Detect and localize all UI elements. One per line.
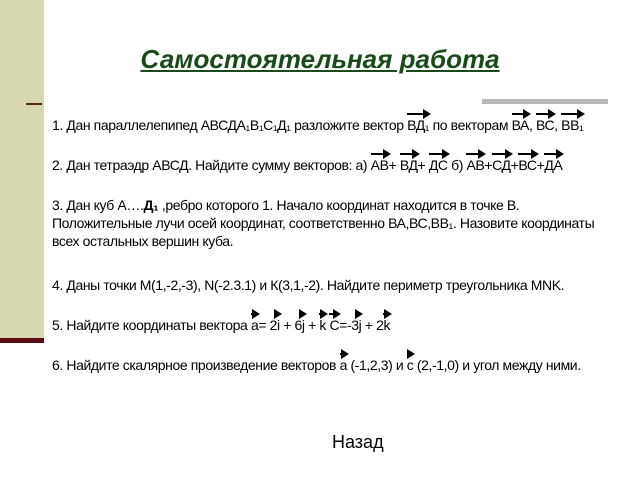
unit-vector-i: i [276, 317, 280, 333]
task-3-line-2: Положительные лучи осей координат, соответственно ВА,ВС,ВВ₁. Назовите координаты [52, 215, 595, 231]
title-rule-right [482, 99, 608, 104]
vector-bd: ВД [399, 157, 418, 173]
task-3-line-1: 3. Дан куб А….Д₁ ,ребро которого 1. Начало координат находится в точке В. [52, 197, 520, 213]
vector-a-2: а [339, 357, 347, 373]
vector-dc: ДС [428, 157, 448, 173]
task-6: 6. Найдите скалярное произведение векторов а (-1,2,3) и с (2,-1,0) и угол между ними. [52, 357, 581, 373]
vector-c-2: с [406, 357, 414, 373]
back-button[interactable]: Назад [332, 432, 384, 452]
unit-vector-j: j [301, 317, 305, 333]
unit-vector-k-2: k [383, 317, 391, 333]
task-2: 2. Дан тетраэдр АВСД. Найдите сумму векторов: а) АВ+ ВД+ ДС б) АВ+СД+ВС+ДА [52, 157, 563, 173]
vector-bc: ВС [535, 117, 555, 133]
vector-bc-2: ВС [518, 157, 537, 173]
left-decor-stripe [0, 338, 44, 343]
unit-vector-j-2: j [358, 317, 362, 333]
task-1: 1. Дан параллелепипед АВСДА₁В₁С₁Д₁ разложите вектор ВД₁ по векторам ВА, ВС, ВВ₁ [52, 117, 584, 133]
vector-da: ДА [544, 157, 563, 173]
task-3-line-3: всех остальных вершин куба. [52, 233, 234, 249]
task-3 [52, 196, 632, 250]
task-4: 4. Даны точки М(1,-2,-3), N(-2.3.1) и К(3,1,-2). Найдите периметр треугольника MNK. [52, 277, 565, 293]
vector-ba: ВА [511, 117, 529, 133]
vector-bb1: ВВ₁ [561, 117, 584, 133]
vector-c: С [329, 317, 340, 333]
vector-bd1: ВД₁ [407, 117, 430, 133]
vector-a: а [250, 317, 259, 333]
task-5: 5. Найдите координаты вектора а= 2i + 6j + k С=-3j + 2k [52, 317, 391, 333]
slide-title: Самостоятельная работа [140, 44, 500, 74]
vector-ab: АВ [370, 157, 389, 173]
title-rule-left [26, 103, 42, 105]
unit-vector-k: k [319, 317, 326, 333]
vector-cd: СД [492, 157, 511, 173]
vector-ab-2: АВ [466, 157, 485, 173]
